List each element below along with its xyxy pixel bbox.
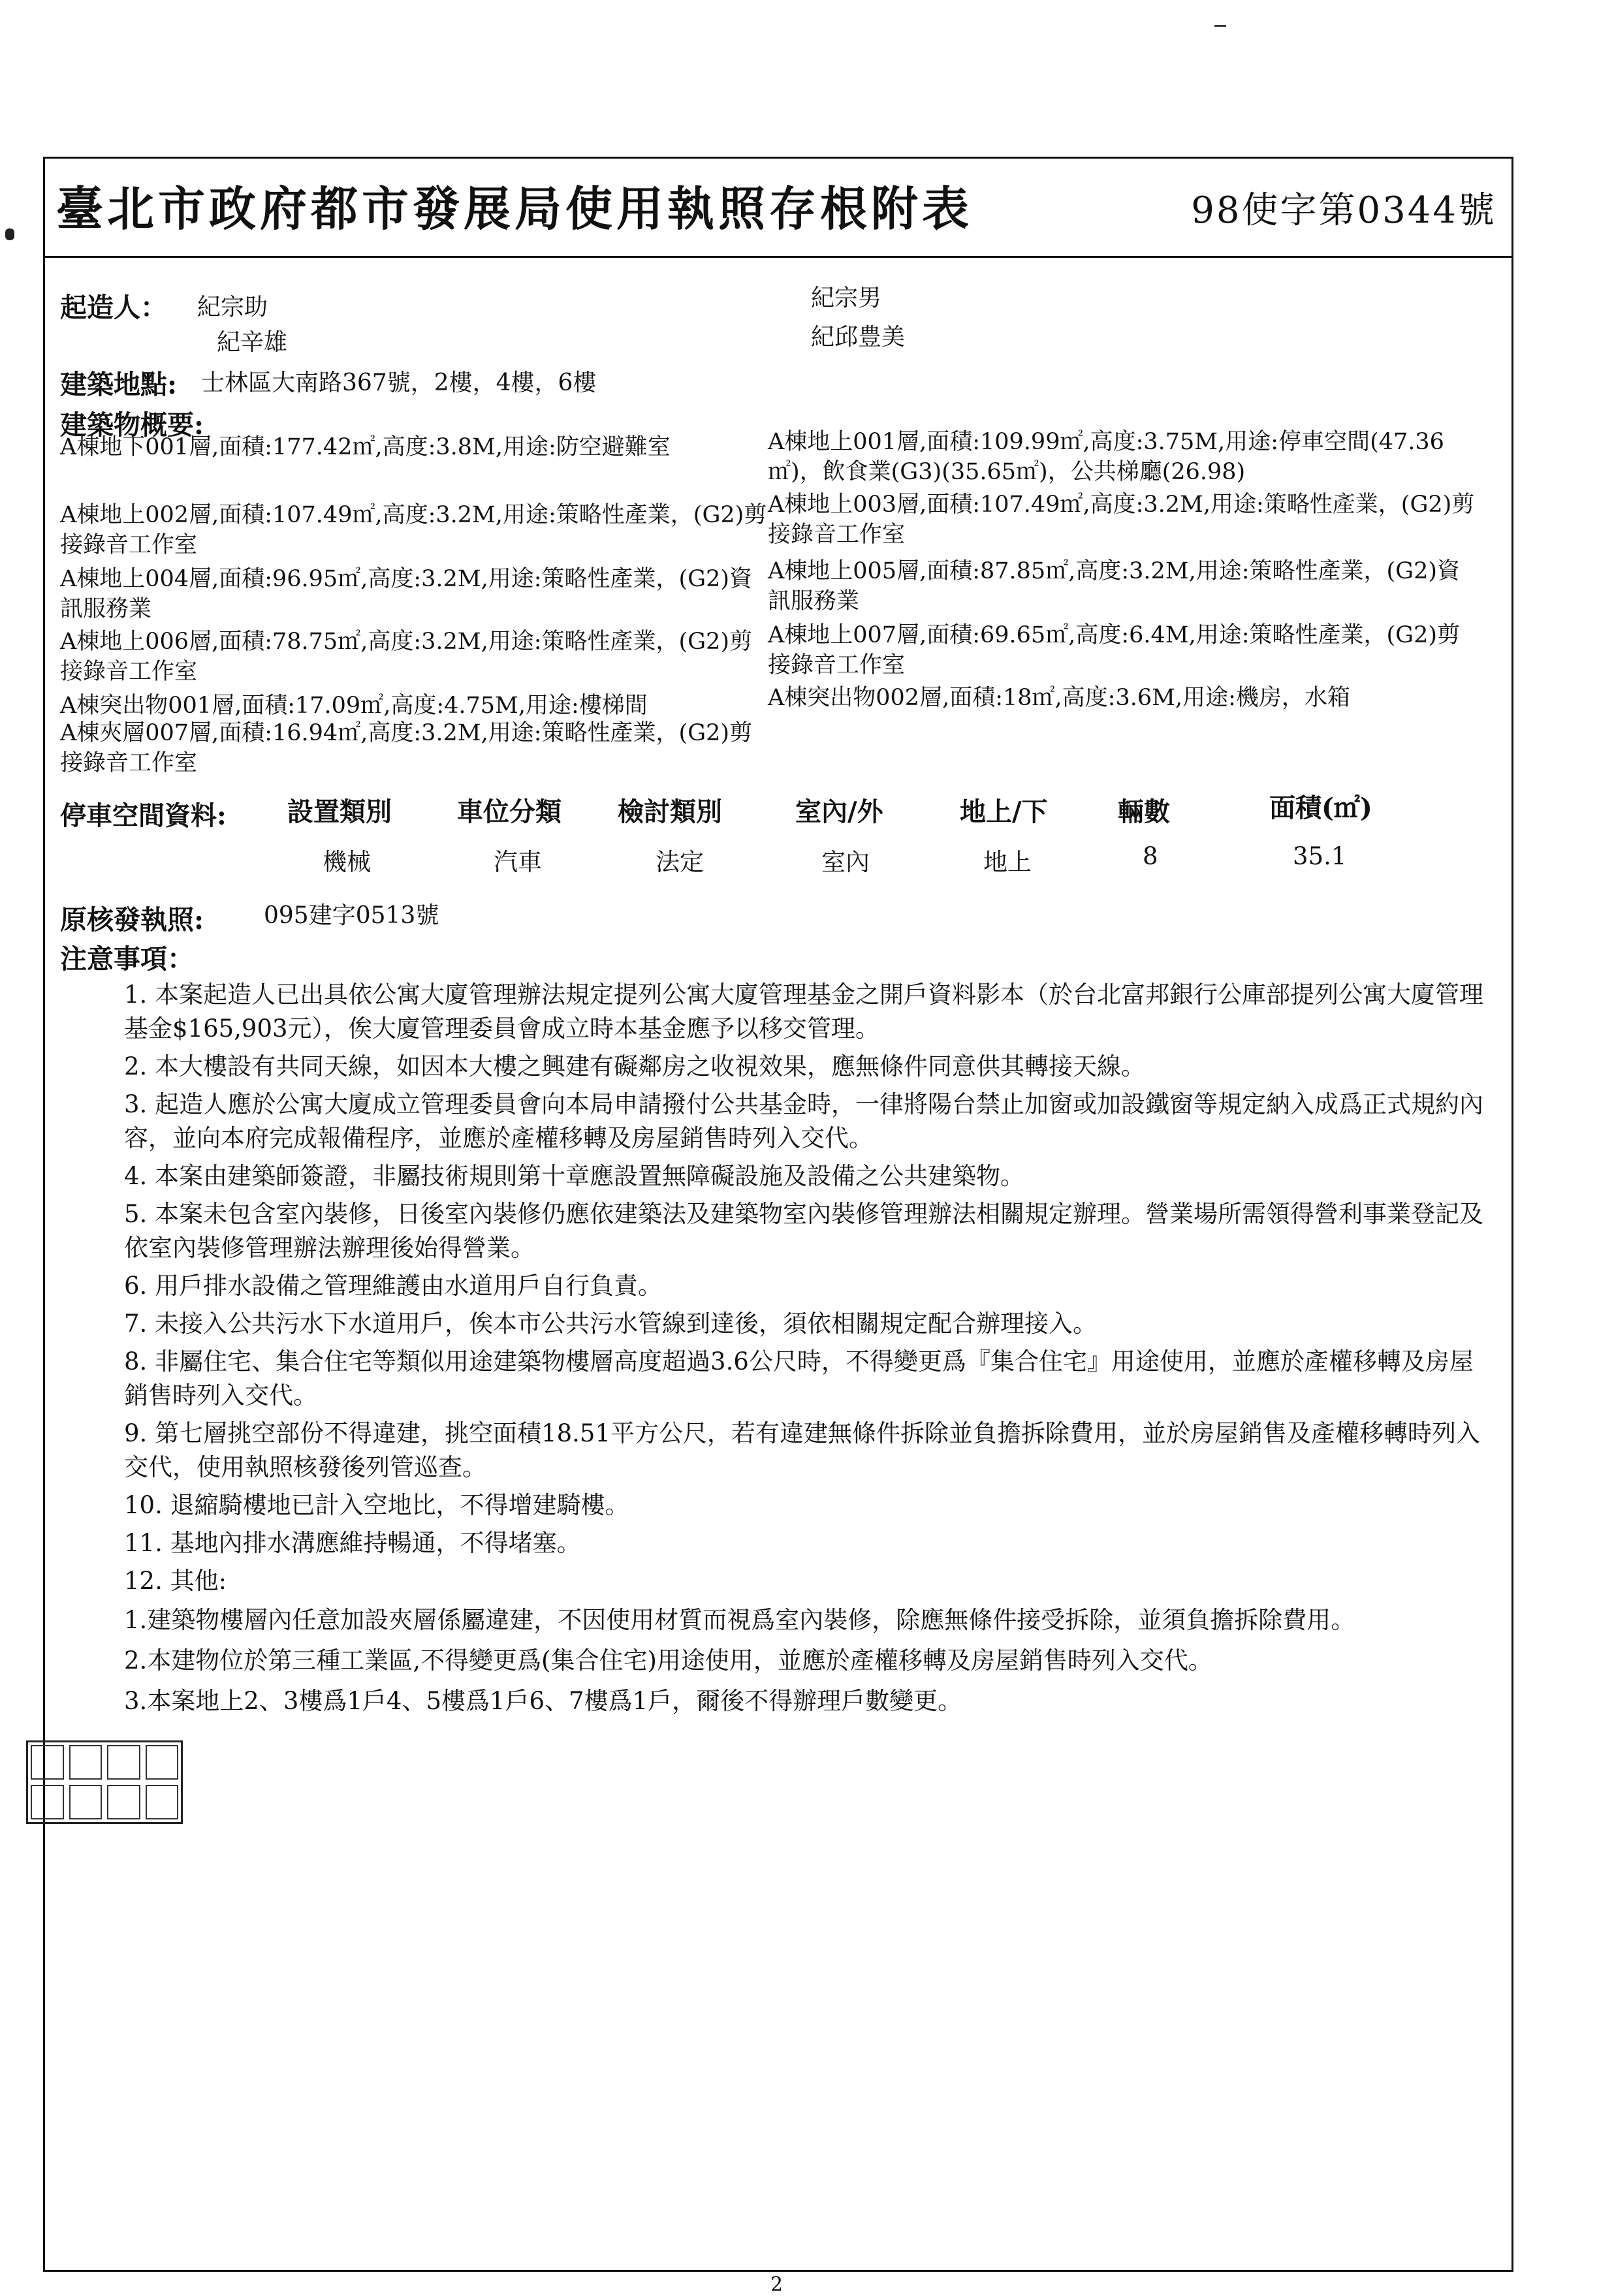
- seal-glyph: [31, 1785, 64, 1819]
- official-seal: [26, 1740, 183, 1824]
- seal-glyph: [107, 1745, 140, 1780]
- builder-name: 紀邱豊美: [811, 324, 906, 351]
- site-address: 士林區大南路367號，2樓，4樓，6樓: [201, 370, 597, 396]
- parking-header: 室內/外: [795, 796, 883, 827]
- parking-header: 檢討類別: [618, 796, 722, 827]
- document-title: 臺北市政府都市發展局使用執照存根附表: [56, 181, 973, 236]
- note-item: 1. 本案起造人已出具依公寓大廈管理辦法規定提列公寓大廈管理基金之開戶資料影本（於台北富邦銀行公庫部提列公寓大廈管理基金$165,903元），俟大廈管理委員會成立時本基金應予以移交管理。: [124, 981, 1484, 1043]
- overview-item: A棟地上006層,面積:78.75㎡,高度:3.2M,用途:策略性產業，(G2)剪接錄音工作室: [60, 629, 753, 685]
- note-item: 4. 本案由建築師簽證，非屬技術規則第十章應設置無障礙設施及設備之公共建築物。: [124, 1162, 1025, 1190]
- overview-item: A棟地上007層,面積:69.65㎡,高度:6.4M,用途:策略性產業，(G2)剪接錄音工作室: [768, 622, 1461, 678]
- parking-value: 8: [1143, 842, 1158, 870]
- other-note: 1.建築物樓層內任意加設夾層係屬違建，不因使用材質而視爲室內裝修，除應無條件接受拆除，並須負擔拆除費用。: [124, 1606, 1355, 1634]
- note-item: 5. 本案未包含室內裝修，日後室內裝修仍應依建築法及建築物室內裝修管理辦法相關規定辦理。營業場所需領得營利事業登記及依室內裝修管理辦法辦理後始得營業。: [124, 1200, 1484, 1262]
- original-permit-number: 095建字0513號: [264, 902, 439, 929]
- parking-value: 汽車: [494, 848, 542, 876]
- note-item: 7. 未接入公共污水下水道用戶，俟本市公共污水管線到達後，須依相關規定配合辦理接入。: [124, 1310, 1098, 1338]
- parking-header: 車位分類: [457, 796, 562, 827]
- overview-item: A棟突出物001層,面積:17.09㎡,高度:4.75M,用途:樓梯間: [60, 693, 648, 719]
- parking-value: 地上: [983, 848, 1032, 876]
- seal-glyph: [31, 1745, 64, 1780]
- overview-item: A棟地上004層,面積:96.95㎡,高度:3.2M,用途:策略性產業，(G2)資訊服務業: [60, 566, 753, 622]
- scan-mark: [1214, 25, 1226, 27]
- overview-item: A棟地上003層,面積:107.49㎡,高度:3.2M,用途:策略性產業，(G2)剪接錄音工作室: [768, 492, 1475, 548]
- other-note: 3.本案地上2、3樓爲1戶4、5樓爲1戶6、7樓爲1戶，爾後不得辦理戶數變更。: [124, 1687, 962, 1715]
- scan-mark: [5, 228, 14, 240]
- note-item: 9. 第七層挑空部份不得違建，挑空面積18.51平方公尺，若有違建無條件拆除並負擔拆除費用，並於房屋銷售及產權移轉時列入交代，使用執照核發後列管巡查。: [124, 1419, 1480, 1481]
- parking-value: 法定: [656, 848, 704, 876]
- site-label: 建築地點:: [60, 369, 178, 400]
- overview-item: A棟夾層007層,面積:16.94㎡,高度:3.2M,用途:策略性產業，(G2)剪接錄音工作室: [60, 720, 753, 776]
- note-item: 6. 用戶排水設備之管理維護由水道用戶自行負責。: [124, 1272, 663, 1300]
- header-divider: [43, 256, 1513, 258]
- parking-label: 停車空間資料:: [60, 800, 227, 831]
- seal-glyph: [69, 1745, 103, 1780]
- note-item: 8. 非屬住宅、集合住宅等類似用途建築物樓層高度超過3.6公尺時，不得變更爲『集合住宅』用途使用，並應於產權移轉及房屋銷售時列入交代。: [124, 1347, 1474, 1409]
- notes-label: 注意事項：: [60, 943, 194, 975]
- builder-name: 紀宗助: [197, 294, 268, 321]
- overview-item: A棟地上002層,面積:107.49㎡,高度:3.2M,用途:策略性產業，(G2)剪接錄音工作室: [60, 502, 767, 558]
- overview-label: 建築物概要:: [60, 409, 204, 441]
- page-number: 2: [770, 2273, 783, 2296]
- overview-item: A棟地上005層,面積:87.85㎡,高度:3.2M,用途:策略性產業，(G2)資訊服務業: [768, 558, 1461, 614]
- overview-item: A棟突出物002層,面積:18㎡,高度:3.6M,用途:機房，水箱: [768, 685, 1350, 711]
- parking-header: 面積(㎡): [1269, 793, 1372, 823]
- parking-header: 輛數: [1118, 796, 1170, 827]
- note-item: 2. 本大樓設有共同天線，如因本大樓之興建有礙鄰房之收視效果，應無條件同意供其轉接天線。: [124, 1052, 1146, 1080]
- overview-item: A棟地下001層,面積:177.42㎡,高度:3.8M,用途:防空避難室: [60, 434, 671, 460]
- seal-glyph: [146, 1745, 179, 1780]
- original-permit-label: 原核發執照:: [60, 904, 204, 936]
- parking-value: 室內: [821, 848, 870, 876]
- seal-glyph: [107, 1785, 140, 1819]
- note-item: 12. 其他:: [124, 1567, 227, 1595]
- builders-label: 起造人：: [60, 292, 167, 323]
- seal-glyph: [69, 1785, 103, 1819]
- overview-item: A棟地上001層,面積:109.99㎡,高度:3.75M,用途:停車空間(47.36㎡)，飲食業(G3)(35.65㎡)，公共梯廳(26.98): [768, 429, 1444, 485]
- permit-number: 98使字第0344號: [1191, 189, 1496, 232]
- note-item: 11. 基地內排水溝應維持暢通，不得堵塞。: [124, 1529, 581, 1557]
- other-note: 2.本建物位於第三種工業區,不得變更爲(集合住宅)用途使用，並應於產權移轉及房屋銷售時列入交代。: [124, 1646, 1212, 1675]
- parking-header: 設置類別: [287, 796, 392, 827]
- parking-header: 地上/下: [960, 796, 1048, 827]
- builder-name: 紀宗男: [811, 285, 882, 311]
- note-item: 10. 退縮騎樓地已計入空地比，不得增建騎樓。: [124, 1491, 629, 1519]
- parking-value: 35.1: [1293, 842, 1347, 870]
- notes-list: [85, 978, 1489, 1725]
- parking-value: 機械: [323, 848, 371, 876]
- seal-glyph: [146, 1785, 179, 1819]
- note-item: 3. 起造人應於公寓大廈成立管理委員會向本局申請撥付公共基金時，一律將陽台禁止加窗或加設鐵窗等規定納入成爲正式規約內容，並向本府完成報備程序，並應於產權移轉及房屋銷售時列入交代。: [124, 1090, 1484, 1152]
- builder-name: 紀辛雄: [217, 329, 288, 356]
